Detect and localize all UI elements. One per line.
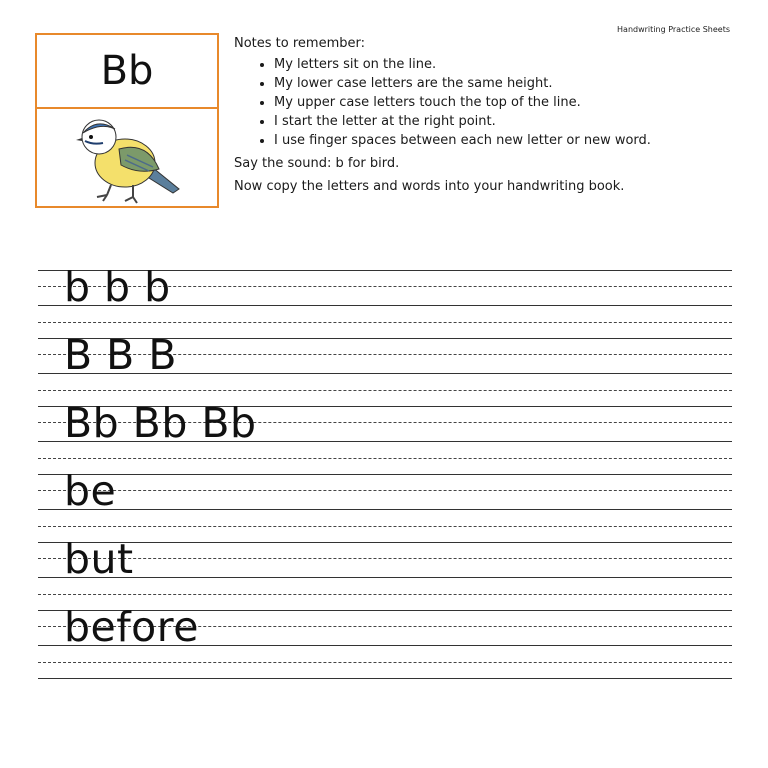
descender-line: [38, 390, 732, 391]
sound-text: Say the sound: b for bird.: [234, 156, 400, 171]
featured-letter: Bb: [100, 48, 154, 94]
practice-row: [38, 467, 732, 542]
practice-area: [38, 263, 732, 678]
list-item: • My letters sit on the line.: [274, 55, 744, 74]
base-line: [38, 577, 732, 578]
blue-tit-bird-icon: [67, 111, 187, 206]
notes-panel: [234, 34, 744, 196]
practice-word: be: [64, 467, 117, 515]
final-line: [38, 678, 732, 679]
top-line: [38, 474, 732, 475]
descender-line: [38, 662, 732, 663]
descender-line: [38, 322, 732, 323]
practice-word: b b b: [64, 263, 171, 311]
practice-row: [38, 263, 732, 338]
sheet-title: Handwriting Practice Sheets: [617, 25, 730, 34]
list-item: • My upper case letters touch the top of the line.: [274, 93, 744, 112]
practice-word: but: [64, 535, 134, 583]
descender-line: [38, 594, 732, 595]
top-line: [38, 542, 732, 543]
bird-picture-box: [37, 109, 217, 208]
mid-line: [38, 490, 732, 491]
instruction-text: Now copy the letters and words into your handwriting book.: [234, 179, 625, 194]
letter-box: [37, 35, 217, 109]
practice-word: Bb Bb Bb: [64, 399, 257, 447]
letter-card: [35, 33, 219, 208]
practice-row: [38, 535, 732, 610]
list-item: • I use finger spaces between each new letter or new word.: [274, 131, 744, 150]
base-line: [38, 509, 732, 510]
list-item: • My lower case letters are the same height.: [274, 74, 744, 93]
practice-row: [38, 331, 732, 406]
descender-line: [38, 458, 732, 459]
practice-word: before: [64, 603, 199, 651]
descender-line: [38, 526, 732, 527]
practice-row: [38, 603, 732, 678]
practice-row: [38, 399, 732, 474]
notes-heading: Notes to remember:: [234, 36, 365, 51]
practice-word: B B B: [64, 331, 177, 379]
list-item: • I start the letter at the right point.: [274, 112, 744, 131]
mid-line: [38, 558, 732, 559]
notes-list: [234, 55, 744, 150]
